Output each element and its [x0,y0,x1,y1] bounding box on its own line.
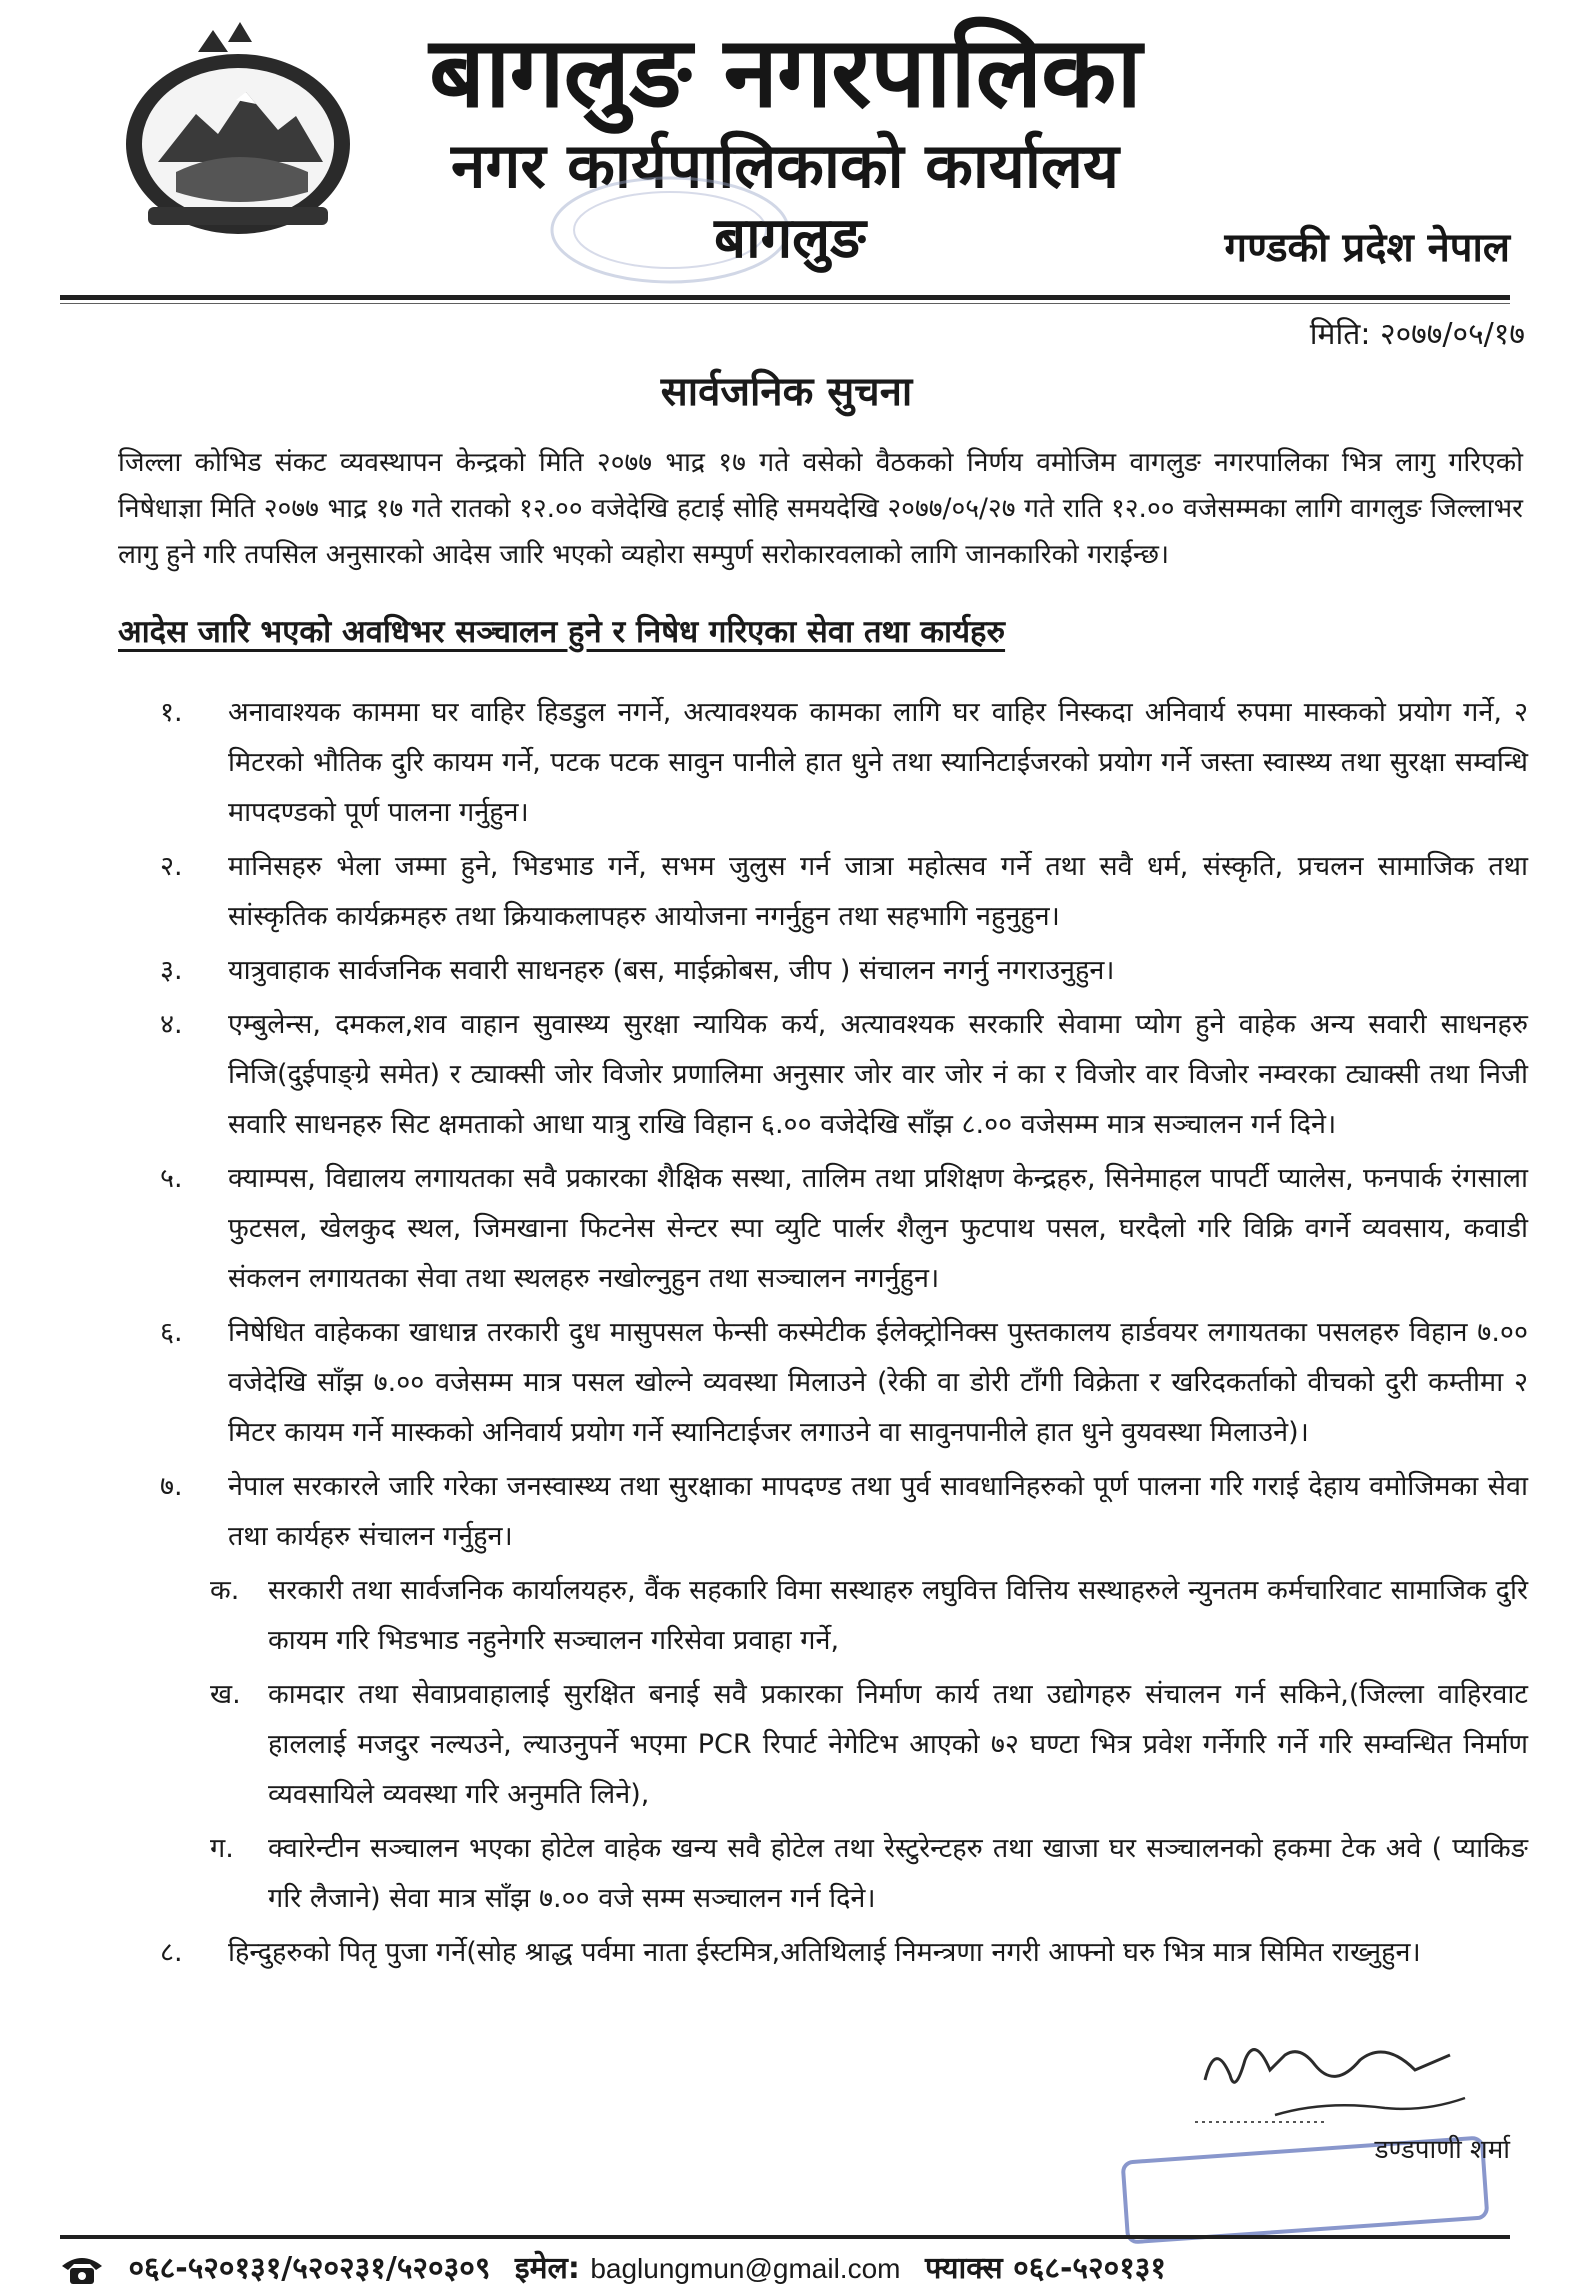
signer-name: डण्डपाणी शर्मा [1374,2135,1510,2165]
sub-list-item [118,1670,1528,1820]
list-item [118,1308,1528,1458]
item-text: यात्रुवाहाक सार्वजनिक सवारी साधनहरु (बस, माईक्रोबस, जीप ) संचालन नगर्नु नगराउनुहुन। [228,955,1115,986]
municipality-title: बागलुङ नगरपालिका [429,16,1141,130]
email-label: इमेल: [514,2251,580,2286]
nepal-emblem-icon [118,22,358,240]
notice-date: मिति: २०७७/०५/१७ [1309,317,1525,352]
sub-list-item [118,1566,1528,1666]
section-heading [118,610,1318,652]
email-link[interactable]: baglungmun@gmail.com [590,2253,901,2284]
office-title: नगर कार्यपालिकाको कार्यालय [451,129,1119,202]
list-item [118,946,1528,996]
list-item [118,1000,1528,1150]
sub-item-text: सरकारी तथा सार्वजनिक कार्यालयहरु, वैंक सहकारि विमा सस्थाहरु लघुवित्त वित्तिय सस्थाहरुले न्युनतम कर्मचारिवाट सामाजिक दुरि कायम गरि भिडभाड नहुनेगरि सञ्चालन गरिसेवा प्रवाहा गर्ने, [268,1575,1528,1656]
phone-numbers: ०६८-५२०१३१/५२०२३१/५२०३०९ [128,2251,491,2286]
header-divider [60,295,1510,300]
sub-item-number: ग. [210,1833,234,1864]
item-text: निषेधित वाहेकका खाधान्न तरकारी दुध मासुपसल फेन्सी कस्मेटीक ईलेक्ट्रोनिक्स पुस्तकालय हार्डवयर लगायतका पसलहरु विहान ७.०० वजेदेखि साँझ ७.०० वजेसम्म मात्र पसल खोल्ने व्यवस्था मिलाउने (रेकी वा डोरी टाँगी विक्रेता र खरिदकर्ताको वीचको दुरी कम्तीमा २ मिटर कायम गर्ने मास्कको अनिवार्य प्रयोग गर्ने स्यानिटाईजर लगाउने वा सावुनपानीले हात धुने वुयवस्था मिलाउने)। [228,1317,1528,1448]
item-text: नेपाल सरकारले जारि गरेका जनस्वास्थ्य तथा सुरक्षाका मापदण्ड तथा पुर्व सावधानिहरुको पूर्ण पालना गरि गराई देहाय वमोजिमका सेवा तथा कार्यहरु संचालन गर्नुहुन। [228,1471,1528,1552]
sub-item-number: ख. [210,1679,241,1710]
item-text: मानिसहरु भेला जम्मा हुने, भिडभाड गर्ने, सभम जुलुस गर्न जात्रा महोत्सव गर्ने तथा सवै धर्म, संस्कृति, प्रचलन सामाजिक तथा सांस्कृतिक कार्यक्रमहरु तथा क्रियाकलापहरु आयोजना नगर्नुहुन तथा सहभागि नहुनुहुन। [228,851,1528,932]
contact-footer [60,2246,1520,2286]
item-number: १. [160,697,183,728]
list-item [118,1928,1528,1978]
item-number: ८. [160,1937,183,1968]
fax-number: ०६८-५२०१३१ [1013,2251,1167,2286]
telephone-icon [60,2254,104,2286]
item-number: ६. [160,1317,183,1348]
item-number: २. [160,851,183,882]
intro-paragraph: जिल्ला कोभिड संकट व्यवस्थापन केन्द्रको मिति २०७७ भाद्र १७ गते वसेको वैठकको निर्णय वमोजिम वागलुङ नगरपालिका भित्र लागु गरिएको निषेधाज्ञा मिति २०७७ भाद्र १७ गते रातको १२.०० वजेदेखि हटाई सोहि समयदेखि २०७७/०५/२७ गते राति १२.०० वजेसम्मका लागि वागलुङ जिल्लाभर लागु हुने गरि तपसिल अनुसारको आदेस जारि भएको व्यहोरा सम्पुर्ण सरोकारवलाको लागि जानकारिको गराईन्छ। [118,447,1523,570]
sub-item-number: क. [210,1575,240,1606]
list-item [118,1462,1528,1562]
footer-divider [60,2235,1510,2239]
header-divider-thin [60,303,1510,304]
item-text: क्याम्पस, विद्यालय लगायतका सवै प्रकारका शैक्षिक सस्था, तालिम तथा प्रशिक्षण केन्द्रहरु, सिनेमाहल पापर्टी प्यालेस, फनपार्क रंगसाला फुटसल, खेलकुद स्थल, जिमखाना फिटनेस सेन्टर स्पा व्युटि पार्लर शैलुन फुटपाथ पसल, घरदैलो गरि विक्रि वगर्ने व्यवसाय, कवाडी संकलन लगायतका सेवा तथा स्थलहरु नखोल्नुहुन तथा सञ्चालन नगर्नुहुन। [228,1163,1528,1294]
item-text: एम्बुलेन्स, दमकल,शव वाहान सुवास्थ्य सुरक्षा न्यायिक कर्य, अत्यावश्यक सरकारि सेवामा प्योग हुने वाहेक अन्य सवारी साधनहरु निजि(दुईपाङ्ग्रे समेत) र ट्याक्सी जोर विजोर प्रणालिमा अनुसार जोर वार जोर नं का र विजोर वार विजोर नम्वरका ट्याक्सी तथा निजी सवारि साधनहरु सिट क्षमताको आधा यात्रु राखि विहान ६.०० वजेदेखि साँझ ८.०० वजेसम्म मात्र सञ्चालन गर्न दिने। [228,1009,1528,1140]
city-title: बागलुङ [714,206,866,271]
order-list [118,688,1528,1982]
item-number: ५. [160,1163,183,1194]
fax-label: फ्याक्स [924,2251,1003,2286]
item-number: ७. [160,1471,183,1502]
province-title: गण्डकी प्रदेश नेपाल [1224,225,1510,271]
list-item [118,688,1528,838]
item-text: अनावाश्यक काममा घर वाहिर हिडडुल नगर्ने, अत्यावश्यक कामका लागि घर वाहिर निस्कदा अनिवार्य रुपमा मास्कको प्रयोग गर्ने, २ मिटरको भौतिक दुरि कायम गर्ने, पटक पटक सावुन पानीले हात धुने तथा स्यानिटाईजरको प्रयोग गर्ने जस्ता स्वास्थ्य तथा सुरक्षा सम्वन्धि मापदण्डको पूर्ण पालना गर्नुहुन। [228,697,1528,828]
item-text: हिन्दुहरुको पितृ पुजा गर्ने(सोह श्राद्ध पर्वमा नाता ईस्टमित्र,अतिथिलाई निमन्त्रणा नगरी आफ्नो घरु भित्र मात्र सिमित राख्नुहुन। [228,1937,1421,1968]
item-number: ३. [160,955,183,986]
sub-item-text: क्वारेन्टीन सञ्चालन भएका होटेल वाहेक खन्य सवै होटेल तथा रेस्टुरेन्टहरु तथा खाजा घर सञ्चालनको हकमा टेक अवे ( प्याकिङ गरि लैजाने) सेवा मात्र साँझ ७.०० वजे सम्म सञ्चालन गर्न दिने। [268,1833,1528,1914]
list-item [118,842,1528,942]
section-heading-text: आदेस जारि भएको अवधिभर सञ्चालन हुने र निषेध गरिएका सेवा तथा कार्यहरु [118,614,1006,650]
sub-list-item [118,1824,1528,1924]
sub-item-text: कामदार तथा सेवाप्रवाहालाई सुरक्षित बनाई सवै प्रकारका निर्माण कार्य तथा उद्योगहरु संचालन गर्न सकिने,(जिल्ला वाहिरवाट हाललाई मजदुर नल्यउने, ल्याउनुपर्ने भएमा PCR रिपार्ट नेगेटिभ आएको ७२ घण्टा भित्र प्रवेश गर्नेगरि गर्ने गरि सम्वन्धित निर्माण व्यवसायिले व्यवस्था गरि अनुमति लिने), [268,1679,1528,1810]
item-number: ४. [160,1009,183,1040]
notice-title: सार्वजनिक सुचना [660,369,913,415]
list-item [118,1154,1528,1304]
signature-icon [1185,2020,1485,2130]
